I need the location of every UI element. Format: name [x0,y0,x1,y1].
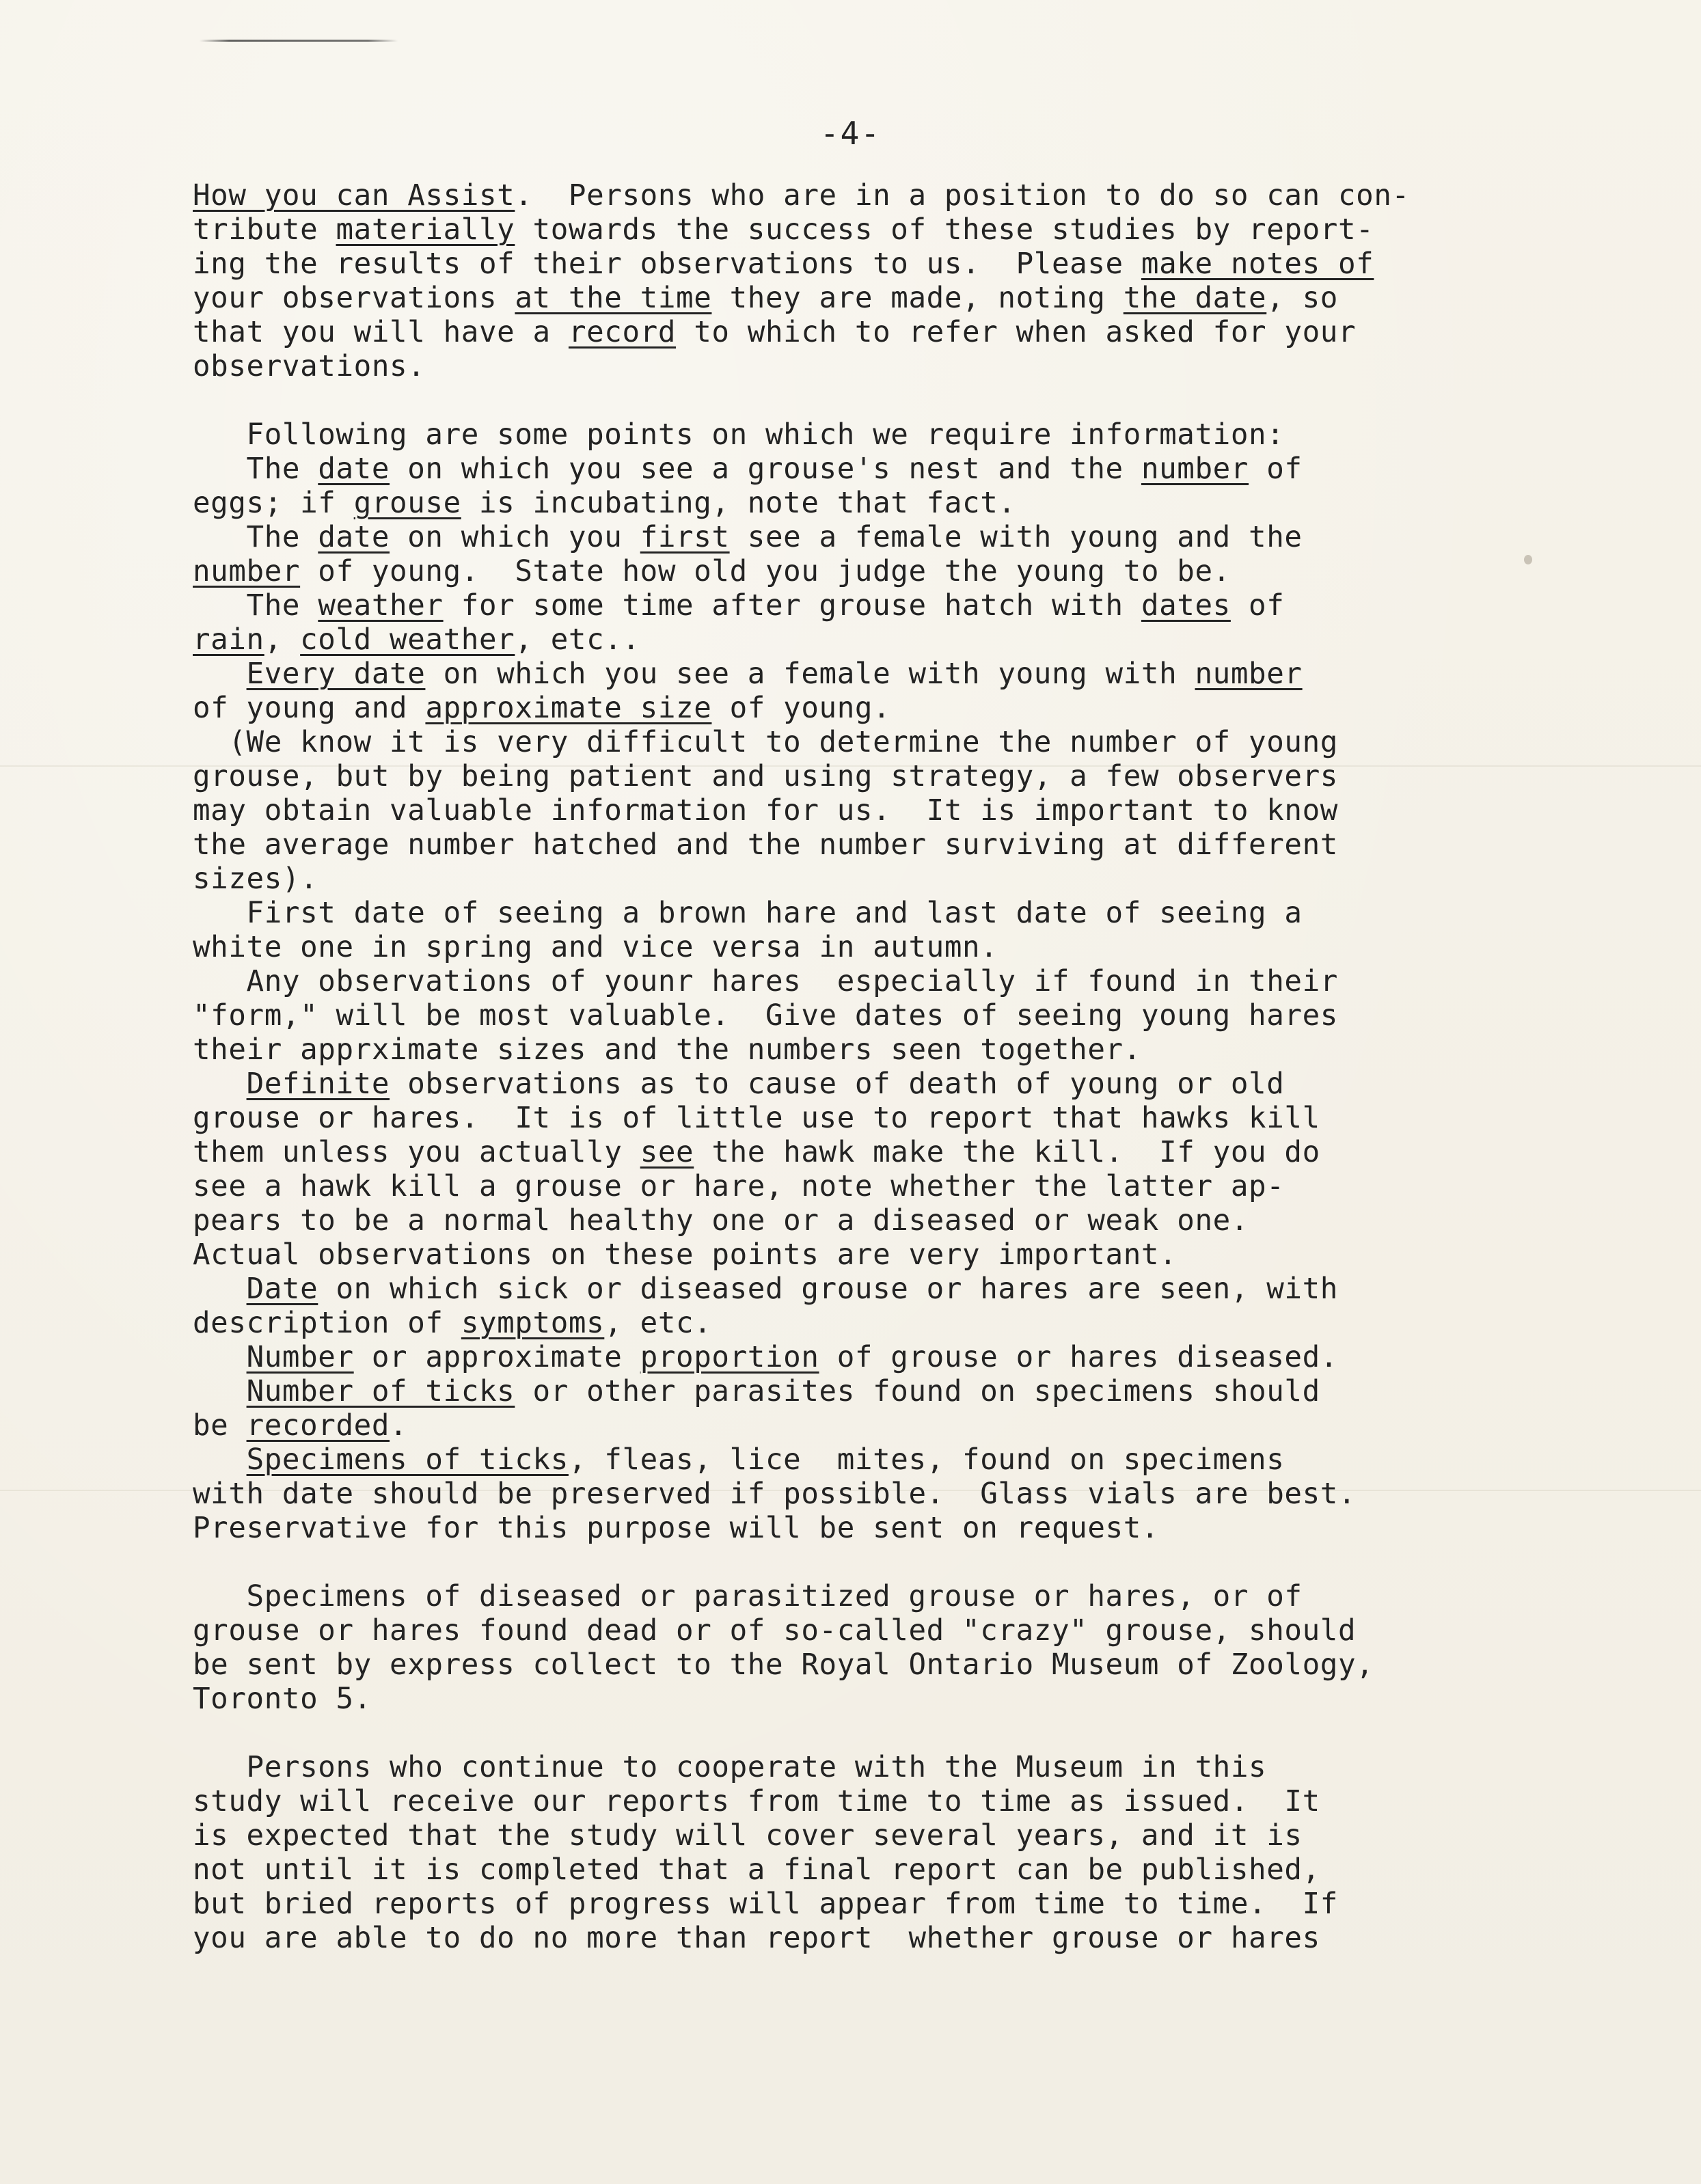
text-line [193,282,1560,316]
text-line [193,1238,1560,1272]
text-line [193,1853,1560,1887]
underlined-text: the date [1123,282,1267,315]
text-segment: white one in spring and vice versa in autumn. [193,931,998,964]
text-segment: . Persons who are in a position to do so can con- [515,179,1410,213]
text-segment: , etc. [604,1307,712,1340]
underlined-text: Every date [246,657,426,691]
text-segment: The [193,589,318,623]
text-line [193,555,1560,589]
text-line [193,1443,1560,1477]
text-segment: Actual observations on these points are very important. [193,1238,1178,1272]
text-segment: study will receive our reports from time to time as issued. It [193,1785,1320,1818]
text-line [193,589,1560,623]
underlined-text: record [568,316,677,349]
underlined-text: proportion [640,1341,819,1374]
text-segment: but bried reports of progress will appear from time to time. If [193,1887,1338,1921]
text-segment: , [264,623,301,657]
text-segment: of grouse or hares diseased. [819,1341,1338,1374]
text-segment: on which sick or diseased grouse or hares are seen, with [318,1272,1338,1306]
text-line [193,1922,1560,1956]
underlined-text: Date [246,1272,318,1306]
text-segment: pears to be a normal healthy one or a diseased or weak one. [193,1204,1249,1238]
underlined-text: Number [246,1341,354,1374]
pencil-mark [200,40,398,42]
text-line [193,1785,1560,1819]
underlined-text: weather [318,589,444,623]
text-segment: tribute [193,213,336,247]
text-line [193,897,1560,931]
text-segment [193,1067,247,1101]
underlined-text: Definite [246,1067,390,1101]
text-line [193,657,1560,692]
text-segment: may obtain valuable information for us. It is important to know [193,794,1338,828]
text-segment: of [1230,589,1285,623]
text-segment: The [193,521,318,554]
text-line [193,1170,1560,1204]
text-segment [193,1272,247,1306]
text-segment: for some time after grouse hatch with [443,589,1141,623]
text-segment: Following are some points on which we require information: [193,418,1285,452]
paragraph-reports [193,1751,1560,1956]
text-segment: grouse or hares. It is of little use to report that hawks kill [193,1102,1320,1135]
text-segment: sizes). [193,862,318,896]
text-segment: your observations [193,282,515,315]
text-segment: on which you see a female with young with [425,657,1195,691]
text-line [193,828,1560,862]
text-segment: Preservative for this purpose will be sent on request. [193,1512,1160,1545]
underlined-text: Specimens of ticks [246,1443,569,1477]
text-segment: to which to refer when asked for your [676,316,1357,349]
text-segment: Toronto 5. [193,1682,372,1716]
text-line [193,1341,1560,1375]
text-line [193,1887,1560,1922]
text-line [193,1751,1560,1785]
underlined-text: date [318,452,390,486]
text-line [193,1067,1560,1102]
text-line [193,1033,1560,1067]
text-segment: (We know it is very difficult to determine the number of young [193,726,1338,759]
text-segment: description of [193,1307,461,1340]
paragraph-how-you-can-assist [193,179,1560,384]
text-line [193,521,1560,555]
text-segment: Persons who continue to cooperate with the Museum in this [193,1751,1267,1784]
text-line [193,1409,1560,1443]
text-line [193,726,1560,760]
text-segment: The [193,452,318,486]
text-segment: they are made, noting [711,282,1124,315]
text-segment: their apprximate sizes and the numbers seen together. [193,1033,1141,1067]
underlined-text: rain [193,623,264,657]
underlined-text: number [1141,452,1249,486]
text-segment: not until it is completed that a final report can be published, [193,1853,1320,1887]
underlined-text: first [640,521,730,554]
underlined-text: number [1195,657,1303,691]
text-segment: First date of seeing a brown hare and last date of seeing a [193,897,1303,930]
text-segment: that you will have a [193,316,569,349]
text-line [193,760,1560,794]
text-line [193,487,1560,521]
text-line [193,1307,1560,1341]
text-segment: of young. State how old you judge the young to be. [300,555,1231,588]
text-segment [193,657,247,691]
text-line [193,1580,1560,1614]
paragraph-gap [193,384,1560,418]
text-segment: or other parasites found on specimens should [515,1375,1320,1408]
text-segment: see a hawk kill a grouse or hare, note whether the latter ap- [193,1170,1285,1203]
underlined-text: date [318,521,390,554]
text-line [193,1102,1560,1136]
text-line [193,213,1560,247]
text-segment: of young and [193,692,426,725]
text-line [193,1614,1560,1648]
text-line [193,1204,1560,1238]
underlined-text: approximate size [425,692,712,725]
text-segment: on which you [390,521,640,554]
text-line [193,999,1560,1033]
text-segment: be [193,1409,247,1443]
paragraph-information-points [193,418,1560,1546]
text-segment: of [1249,452,1303,486]
text-line [193,1375,1560,1409]
text-line [193,794,1560,828]
underlined-text: number [193,555,301,588]
paragraph-gap [193,1546,1560,1580]
text-line [193,1648,1560,1682]
text-line [193,1819,1560,1853]
text-segment: see a female with young and the [729,521,1303,554]
text-segment: grouse or hares found dead or of so-called "crazy" grouse, should [193,1614,1357,1648]
text-line [193,1272,1560,1307]
underlined-text: Number of ticks [246,1375,515,1408]
text-segment: the hawk make the kill. If you do [694,1136,1320,1169]
body-text [193,179,1560,1956]
text-line [193,418,1560,452]
text-line [193,452,1560,487]
text-segment: with date should be preserved if possible. Glass vials are best. [193,1477,1357,1511]
text-segment: Specimens of diseased or parasitized grouse or hares, or of [193,1580,1303,1613]
text-segment [193,1341,247,1374]
text-segment: Any observations of younr hares especially if found in their [193,965,1338,998]
underlined-text: How you can Assist [193,179,515,213]
text-segment: grouse, but by being patient and using strategy, a few observers [193,760,1338,793]
text-segment: the average number hatched and the number surviving at different [193,828,1338,862]
paragraph-gap [193,1717,1560,1751]
text-segment [193,1443,247,1477]
text-line [193,692,1560,726]
page-number: -4- [819,115,882,152]
text-segment: towards the success of these studies by report- [515,213,1374,247]
underlined-text: cold weather [300,623,515,657]
underlined-text: see [640,1136,694,1169]
text-segment: , so [1266,282,1338,315]
text-segment: of young. [711,692,891,725]
text-segment: or approximate [353,1341,640,1374]
underlined-text: symptoms [461,1307,605,1340]
text-segment: , etc.. [515,623,640,657]
text-line [193,1136,1560,1170]
underlined-text: recorded [246,1409,390,1443]
text-segment: eggs; if [193,487,354,520]
underlined-text: grouse [353,487,461,520]
underlined-text: dates [1141,589,1231,623]
underlined-text: at the time [515,282,712,315]
text-segment: is expected that the study will cover several years, and it is [193,1819,1303,1853]
text-segment: "form," will be most valuable. Give dates of seeing young hares [193,999,1338,1033]
text-segment [193,1375,247,1408]
text-segment: is incubating, note that fact. [461,487,1016,520]
text-segment: on which you see a grouse's nest and the [390,452,1141,486]
text-segment: observations as to cause of death of young or old [390,1067,1285,1101]
text-segment: . [390,1409,408,1443]
text-line [193,623,1560,657]
text-line [193,350,1560,384]
text-line [193,862,1560,897]
text-segment: you are able to do no more than report whether grouse or hares [193,1922,1320,1955]
paragraph-specimens [193,1580,1560,1717]
text-segment: be sent by express collect to the Royal Ontario Museum of Zoology, [193,1648,1374,1682]
text-line [193,316,1560,350]
text-line [193,931,1560,965]
text-segment: them unless you actually [193,1136,640,1169]
text-line [193,1682,1560,1717]
text-line [193,179,1560,213]
text-segment: observations. [193,350,426,383]
text-line [193,247,1560,282]
text-line [193,965,1560,999]
underlined-text: materially [336,213,515,247]
text-line [193,1512,1560,1546]
text-line [193,1477,1560,1512]
underlined-text: make notes of [1141,247,1374,281]
text-segment: ing the results of their observations to us. Please [193,247,1141,281]
text-segment: , fleas, lice mites, found on specimens [568,1443,1285,1477]
